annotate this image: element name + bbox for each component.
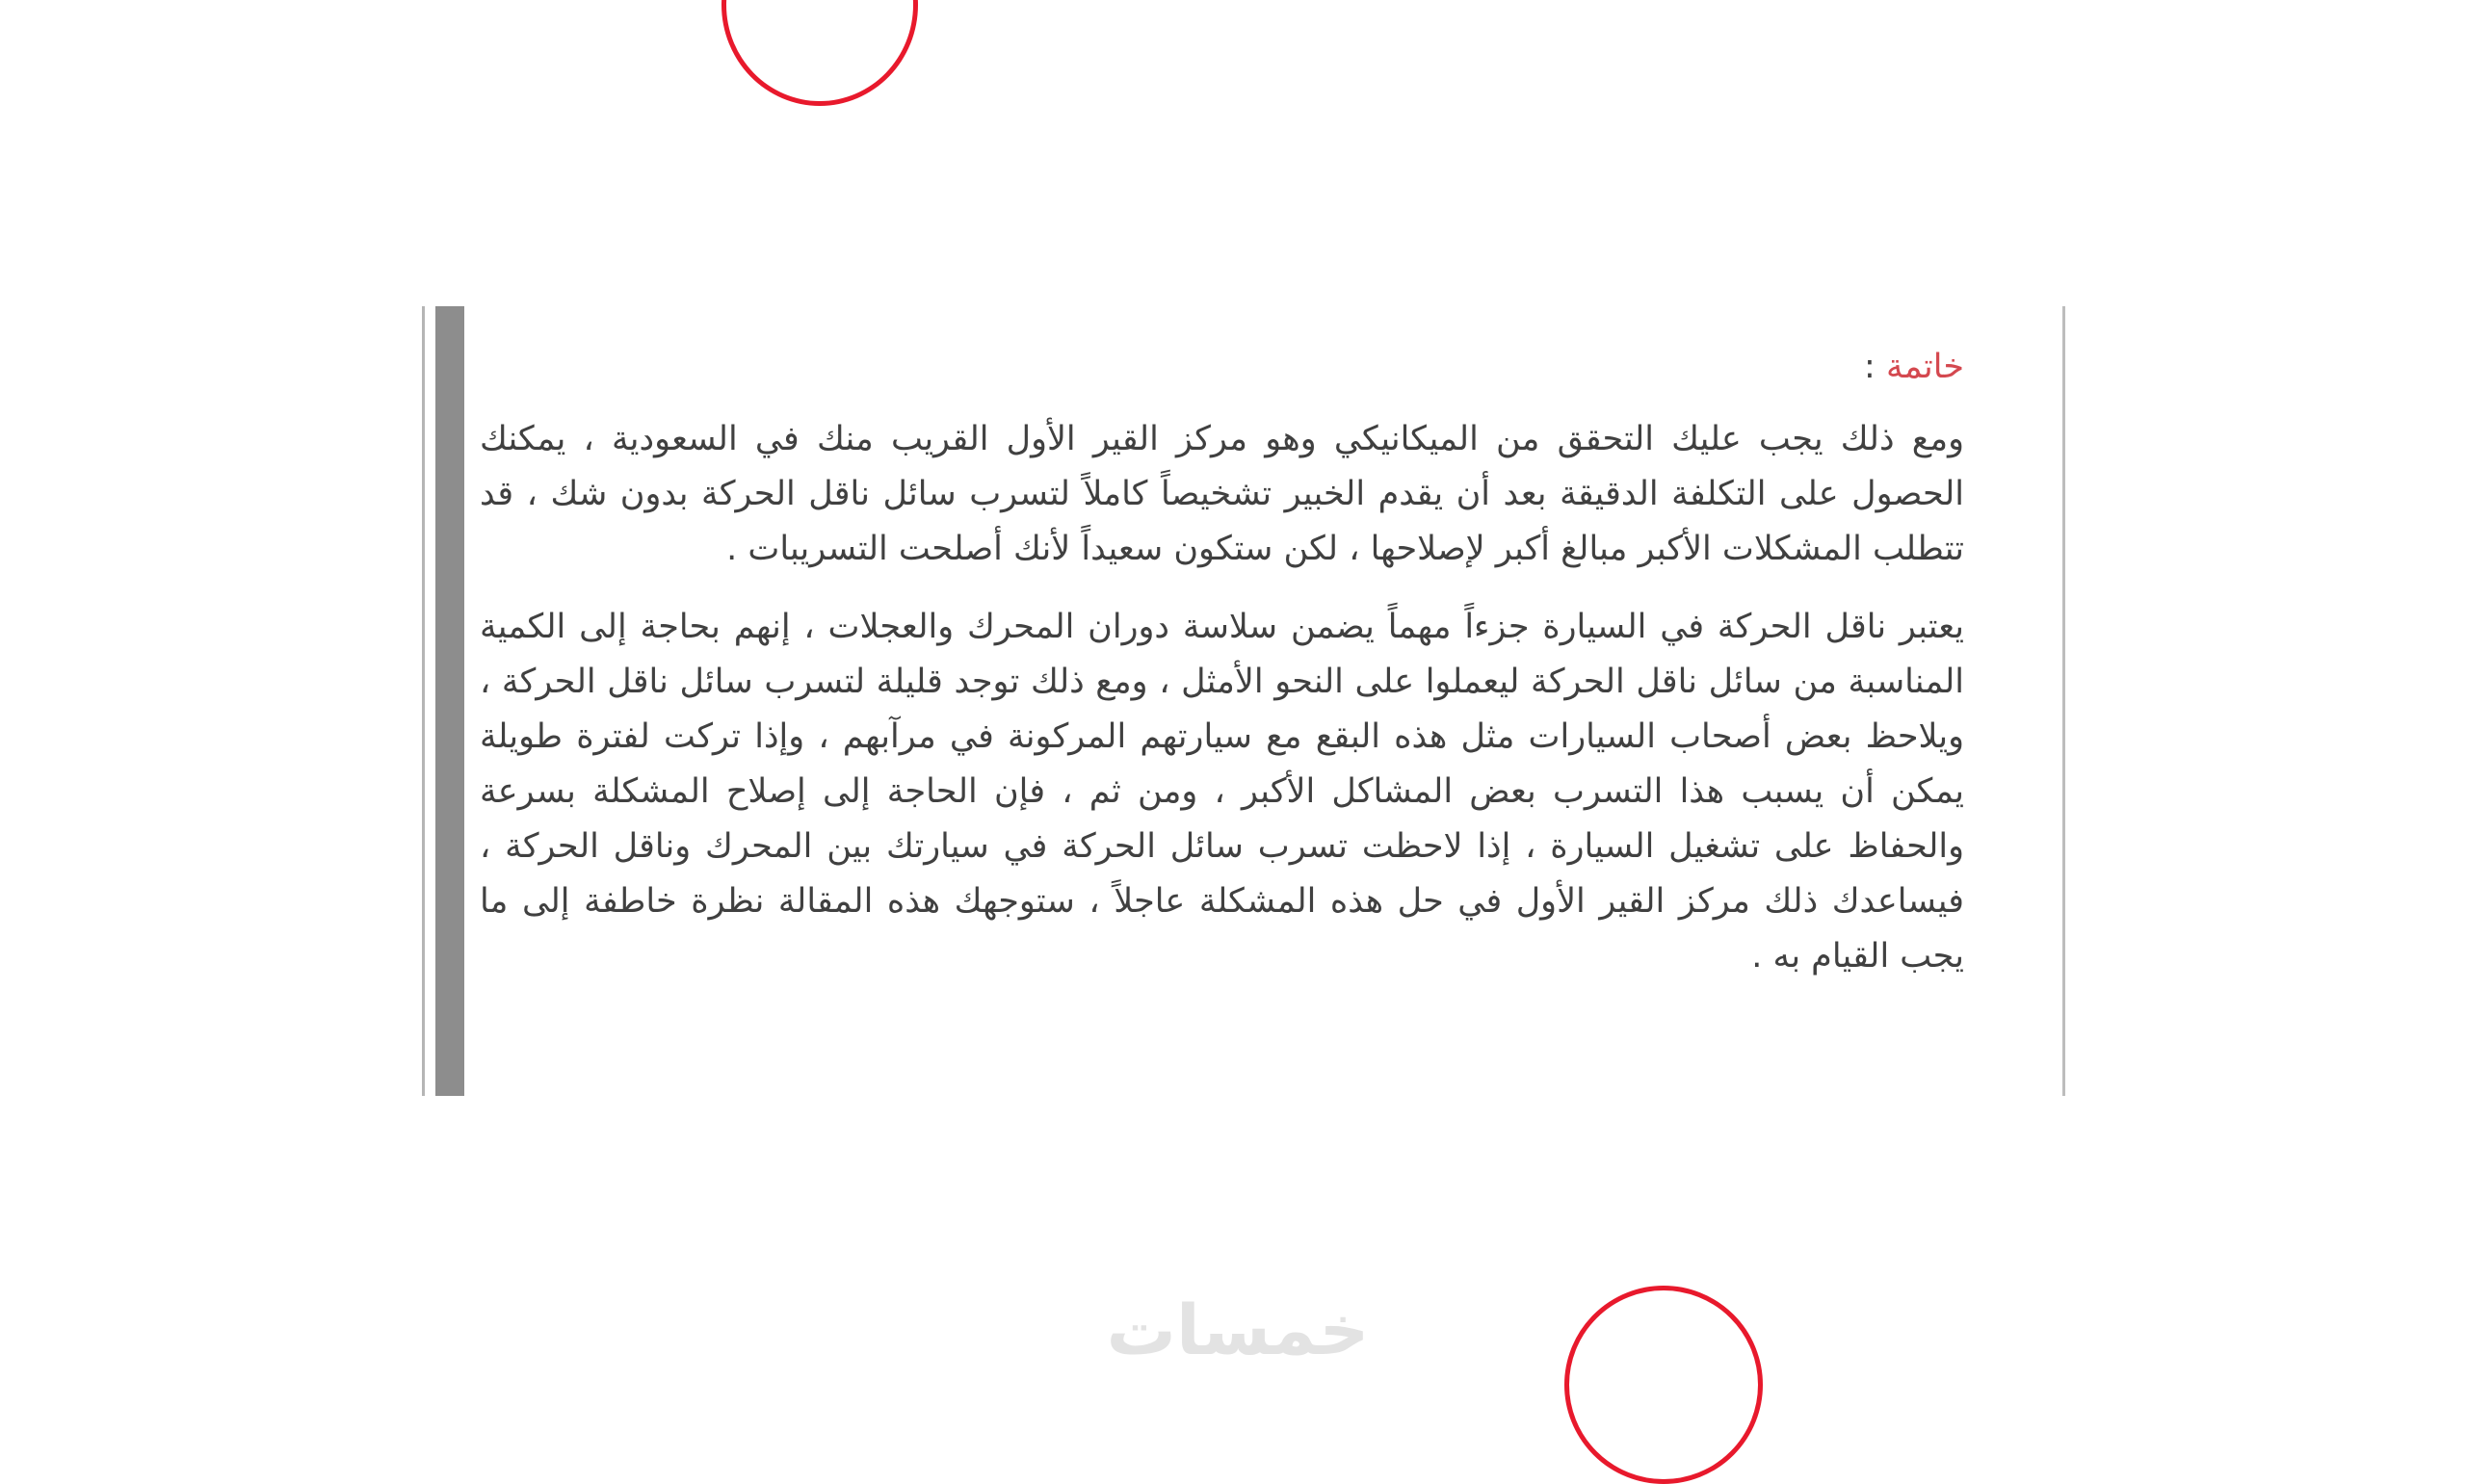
decorative-circle-bottom (1564, 1286, 1763, 1484)
conclusion-heading (480, 343, 1964, 391)
document-body (480, 343, 1964, 1007)
conclusion-heading-text: خاتمة (1885, 348, 1964, 386)
frame-border-left (422, 306, 425, 1096)
frame-border-right (2062, 306, 2065, 1096)
decorative-circle-top (721, 0, 918, 106)
paragraph-1: ومع ذلك يجب عليك التحقق من الميكانيكي وهو مركز القير الأول القريب منك في السعودية ، يمكنك الحصول على التكلفة الدقيقة بعد أن يقدم الخبير تشخيصاً كاملاً لتسرب سائل ناقل الحركة بدون شك ، قد تتطلب المشكلات الأكبر مبالغ أكبر لإصلاحها ، لكن ستكون سعيداً لأنك أصلحت التسريبات . (480, 420, 1964, 568)
khamsat-watermark-logo: خمسات (1106, 1289, 1370, 1370)
document-screenshot (422, 306, 2065, 1096)
conclusion-heading-colon: : (1864, 348, 1886, 386)
frame-side-bar (435, 306, 464, 1096)
paragraph-2: يعتبر ناقل الحركة في السيارة جزءاً مهماً يضمن سلاسة دوران المحرك والعجلات ، إنهم بحاجة إلى الكمية المناسبة من سائل ناقل الحركة ليعملوا على النحو الأمثل ، ومع ذلك توجد قليلة لتسرب سائل ناقل الحركة ، ويلاحظ بعض أصحاب السيارات مثل هذه البقع مع سيارتهم المركونة في مرآبهم ، وإذا تركت لفترة طويلة يمكن أن يسبب هذا التسرب بعض المشاكل الأكبر ، ومن ثم ، فإن الحاجة إلى إصلاح المشكلة بسرعة والحفاظ على تشغيل السيارة ، إذا لاحظت تسرب سائل الحركة في سيارتك بين المحرك وناقل الحركة ، فيساعدك ذلك مركز القير الأول في حل هذه المشكلة عاجلاً ، ستوجهك هذه المقالة نظرة خاطفة إلى ما يجب القيام به . (480, 608, 1964, 976)
